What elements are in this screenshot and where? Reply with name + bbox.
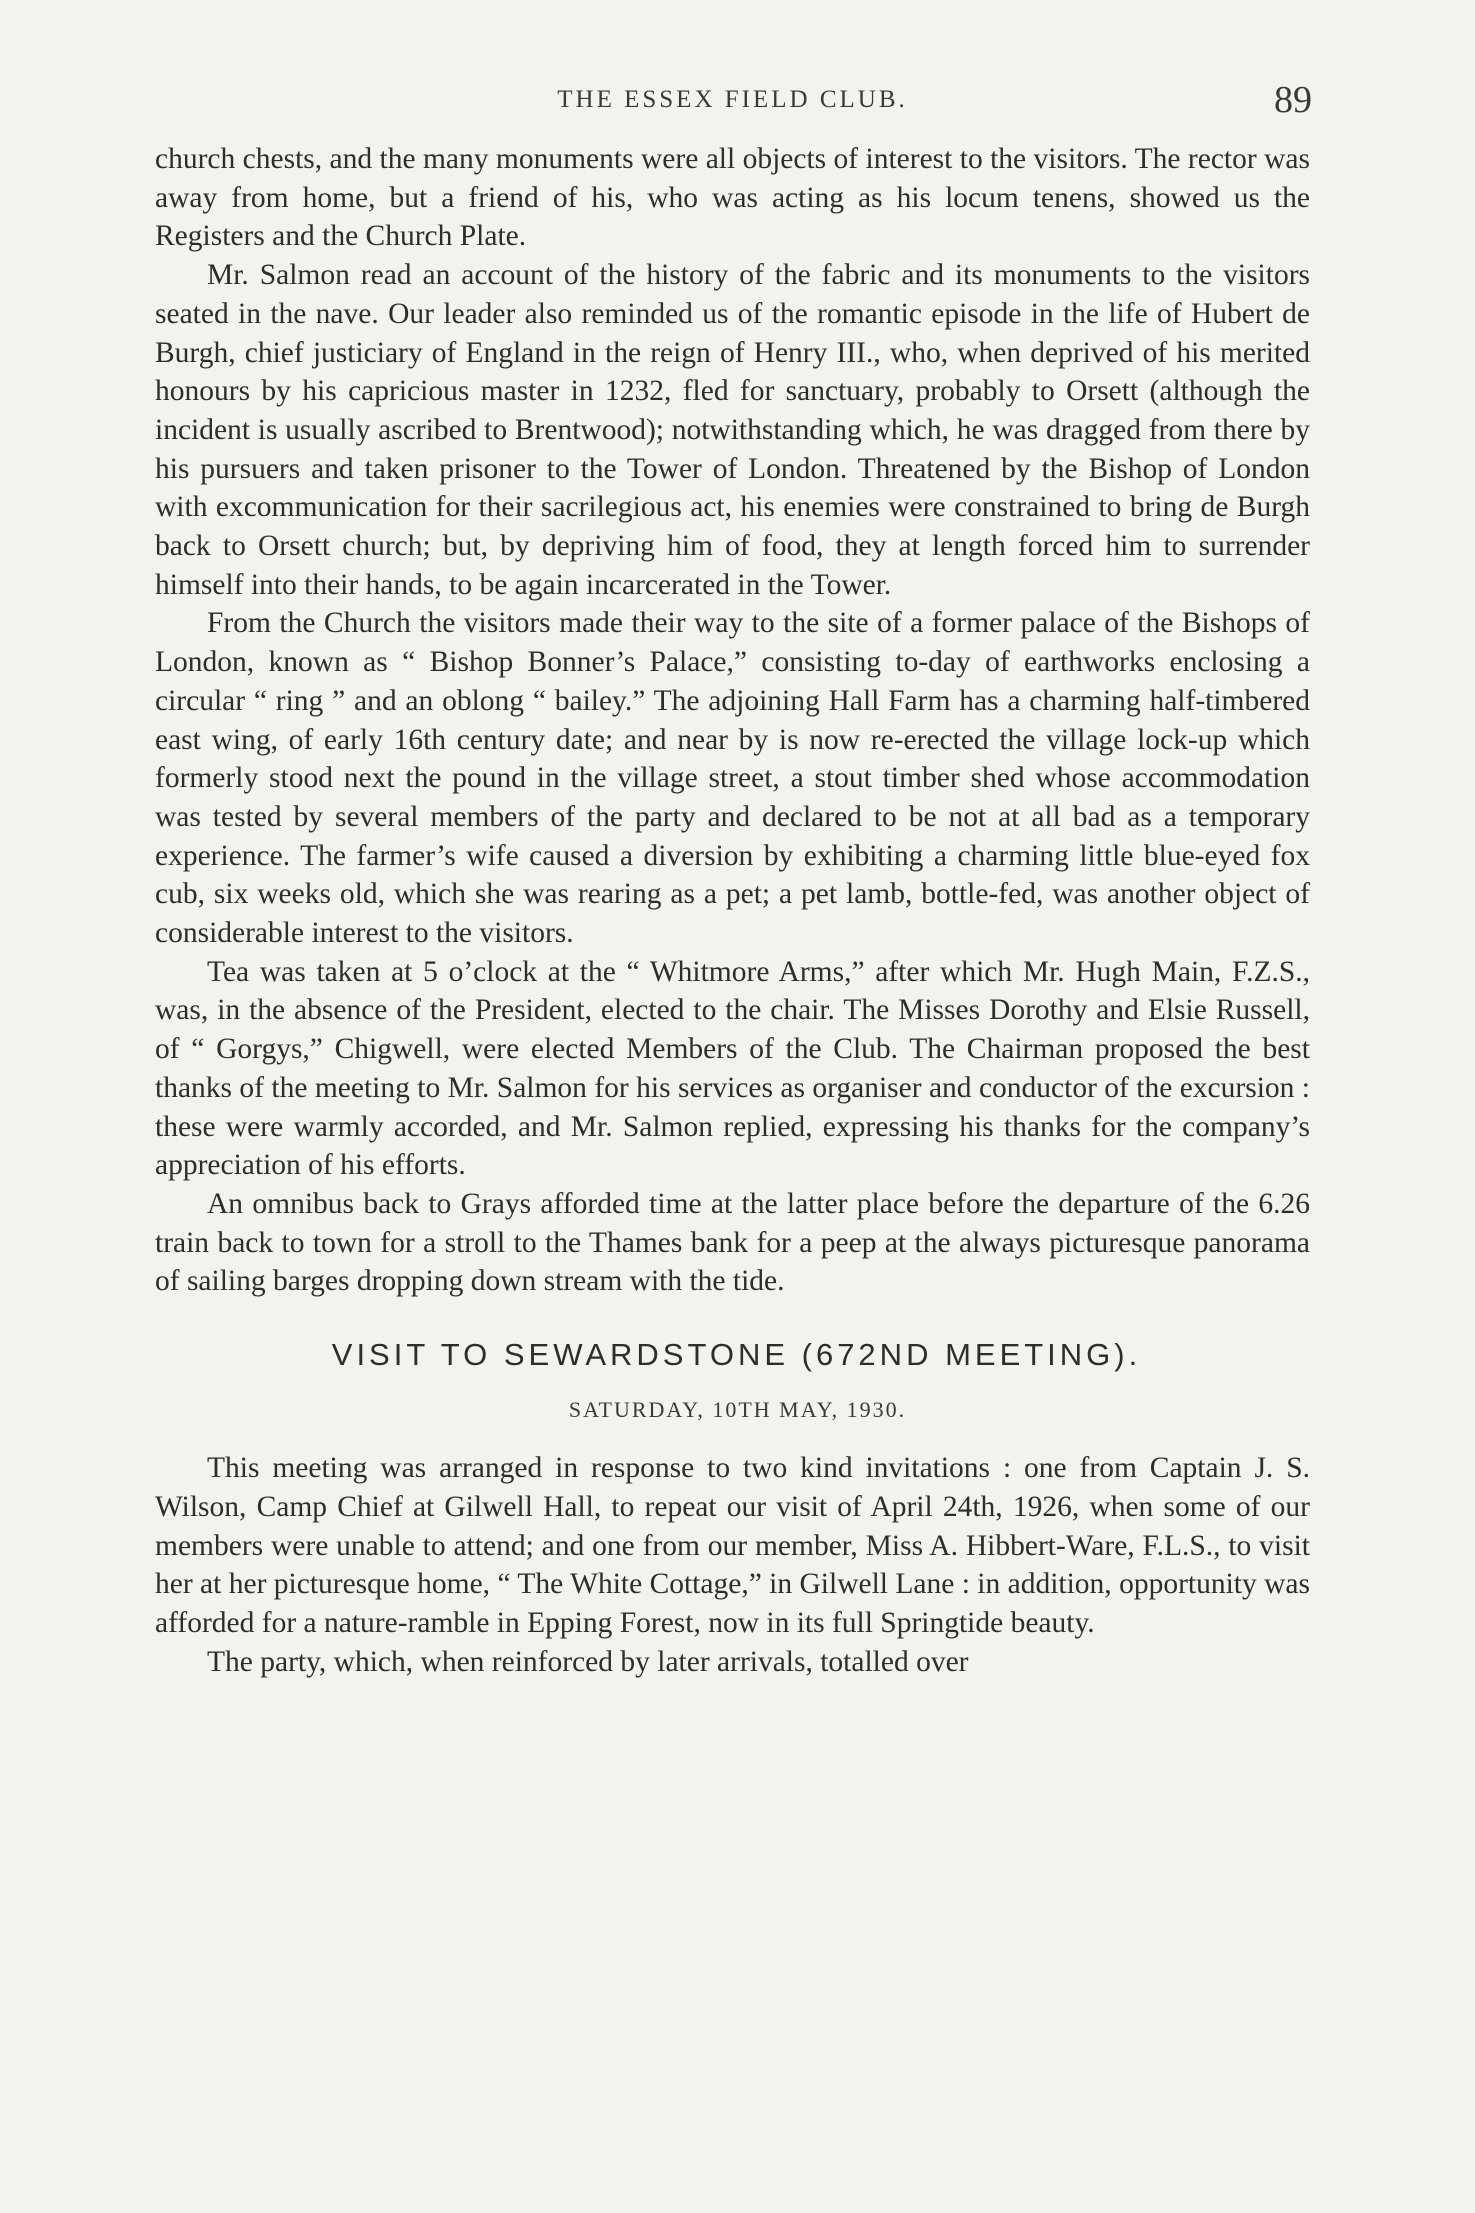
running-title: THE ESSEX FIELD CLUB. — [557, 86, 908, 113]
section-heading: VISIT TO SEWARDSTONE (672ND MEETING). — [331, 1337, 1142, 1373]
paragraph-tea: Tea was taken at 5 o’clock at the “ Whitmore Arms,” after which Mr. Hugh Main, F.Z.S., was, in the absence of the President, elected to the chair. The Misses Dorothy and Elsie Russell, of “ Gorgys,” Chigwell, were elected Members of the Club. The Chairman proposed the best thanks of the meeting to Mr. Salmon for his services as organiser and conductor of the excursion : these were warmly accorded, and Mr. Salmon replied, expressing his thanks for the company’s appreciation of his efforts. — [155, 955, 1310, 1182]
paragraph-continued: church chests, and the many monuments were all objects of interest to the visitors. The rector was away from home, but a friend of his, who was acting as his locum tenens, showed us the Registers and the Church Plate. — [155, 143, 1310, 253]
body-text — [155, 140, 1310, 1681]
paragraph-omnibus: An omnibus back to Grays afforded time at the latter place before the departure of the 6.26 train back to town for a stroll to the Thames bank for a peep at the always picturesque panorama of sailing barges dropping down stream with the tide. — [155, 1187, 1310, 1298]
paragraph-invitations: This meeting was arranged in response to two kind invitations : one from Captain J. S. Wilson, Camp Chief at Gilwell Hall, to repeat our visit of April 24th, 1926, when some of our members were unable to attend; and one from our member, Miss A. Hibbert-Ware, F.L.S., to visit her at her picturesque home, “ The White Cottage,” in Gilwell Lane : in addition, opportunity was afforded for a nature-ramble in Epping Forest, now in its full Springtide beauty. — [155, 1452, 1310, 1639]
paragraph-party: The party, which, when reinforced by later arrivals, totalled over — [207, 1645, 969, 1678]
page-number: 89 — [1274, 79, 1312, 121]
paragraph-bishop-bonners-palace: From the Church the visitors made their way to the site of a former palace of the Bishops of London, known as “ Bishop Bonner’s Palace,” consisting to-day of earthworks enclosing a circular “ ring ” and an oblong “ bailey.” The adjoining Hall Farm has a charming half-timbered east wing, of early 16th century date; and near by is now re-erected the village lock-up which formerly stood next the pound in the village street, a stout timber shed whose accommodation was tested by several members of the party and declared to be not at all bad as a temporary experience. The farmer’s wife caused a diversion by exhibiting a charming little blue-eyed fox cub, six weeks old, which she was rearing as a pet; a pet lamb, bottle-fed, was another object of considerable interest to the visitors. — [155, 607, 1310, 950]
running-header — [155, 80, 1310, 140]
paragraph-hubert-de-burgh: Mr. Salmon read an account of the history of the fabric and its monuments to the visitors seated in the nave. Our leader also reminded us of the romantic episode in the life of Hubert de Burgh, chief justiciary of England in the reign of Henry III., who, when deprived of his merited honours by his capricious master in 1232, fled for sanctuary, probably to Orsett (although the incident is usually ascribed to Brentwood); notwithstanding which, he was dragged from there by his pursuers and taken prisoner to the Tower of London. Threatened by the Bishop of London with excommunication for their sacrilegious act, his enemies were constrained to bring de Burgh back to Orsett church; but, by depriving him of food, they at length forced him to surrender himself into their hands, to be again incarcerated in the Tower. — [155, 259, 1310, 601]
section-date: SATURDAY, 10TH MAY, 1930. — [568, 1397, 907, 1423]
